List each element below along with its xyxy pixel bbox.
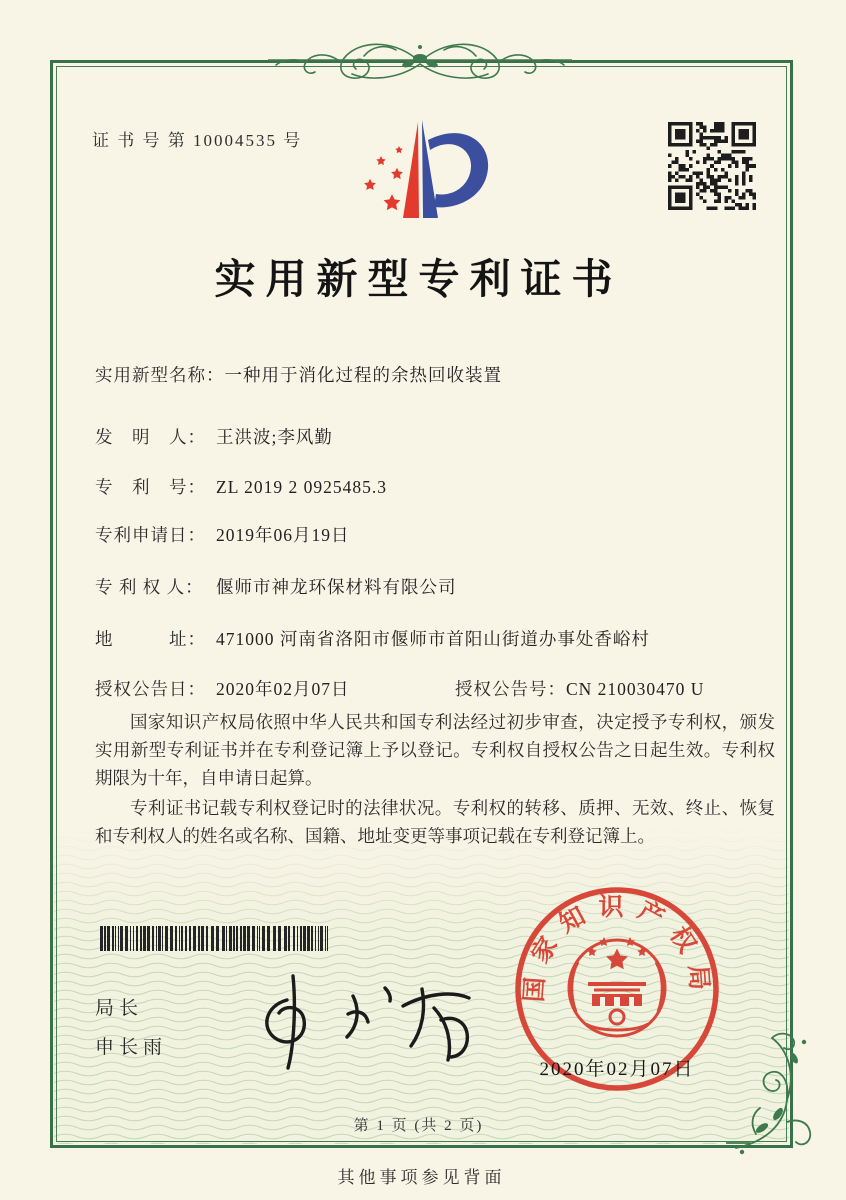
certificate-title: 实用新型专利证书	[214, 256, 623, 302]
field-row-grant-date	[95, 676, 773, 701]
cnipa-logo-icon	[340, 106, 505, 238]
svg-text:国家知识产权局	[520, 893, 714, 1003]
field-row-address	[95, 626, 773, 651]
field-value: ZL 2019 2 0925485.3	[216, 477, 387, 497]
national-emblem-icon	[569, 937, 665, 1036]
corner-flourish-icon	[726, 1030, 814, 1156]
field-label: 专 利 权 人：	[95, 577, 204, 597]
field-label: 发 明 人：	[95, 427, 206, 447]
legal-paragraph: 专利证书记载专利权登记时的法律状况。专利权的转移、质押、无效、终止、恢复和专利权人的姓名或名称、国籍、地址变更等事项记载在专利登记簿上。	[95, 798, 775, 846]
certificate-number: 证 书 号 第 10004535 号	[92, 131, 303, 150]
field-value: 王洪波;李风勤	[216, 427, 333, 447]
top-scroll-ornament-icon	[268, 34, 572, 92]
field-value: CN 210030470 U	[566, 679, 705, 699]
qr-code-icon	[668, 122, 756, 210]
field-label: 授权公告号：	[455, 679, 566, 699]
field-pair-grant-number	[455, 676, 704, 701]
legal-text-block	[95, 708, 775, 852]
field-label: 地 址：	[95, 629, 206, 649]
field-value: 2020年02月07日	[216, 679, 350, 699]
legal-paragraph: 国家知识产权局依照中华人民共和国专利法经过初步审查，决定授予专利权，颁发实用新型专利证书并在专利登记簿上予以登记。专利权自授权公告之日起生效。专利权期限为十年，自申请日起算。	[95, 712, 775, 788]
field-value: 一种用于消化过程的余热回收装置	[224, 365, 502, 385]
director-signature-icon	[235, 966, 475, 1074]
field-row-name	[95, 362, 773, 387]
seal-text: 国家知识产权局	[520, 894, 714, 1003]
seal-date: 2020年02月07日	[539, 1059, 695, 1080]
director-name: 申长雨	[95, 1037, 168, 1058]
field-label: 授权公告日：	[95, 679, 206, 699]
field-row-patent-number	[95, 474, 773, 499]
field-row-inventor	[95, 424, 773, 449]
field-label: 实用新型名称：	[95, 365, 225, 385]
director-title: 局长	[95, 998, 144, 1019]
field-value: 2019年06月19日	[216, 525, 350, 545]
back-note: 其他事项参见背面	[337, 1168, 506, 1187]
barcode-icon	[100, 926, 332, 951]
field-row-patentee	[95, 574, 773, 599]
field-row-filing-date	[95, 522, 773, 547]
field-value: 471000 河南省洛阳市偃师市首阳山街道办事处香峪村	[216, 629, 650, 649]
field-label: 专 利 号：	[95, 477, 206, 497]
field-value: 偃师市神龙环保材料有限公司	[216, 577, 457, 597]
page-indicator: 第 1 页 (共 2 页)	[353, 1118, 484, 1134]
field-label: 专利申请日：	[95, 525, 206, 545]
